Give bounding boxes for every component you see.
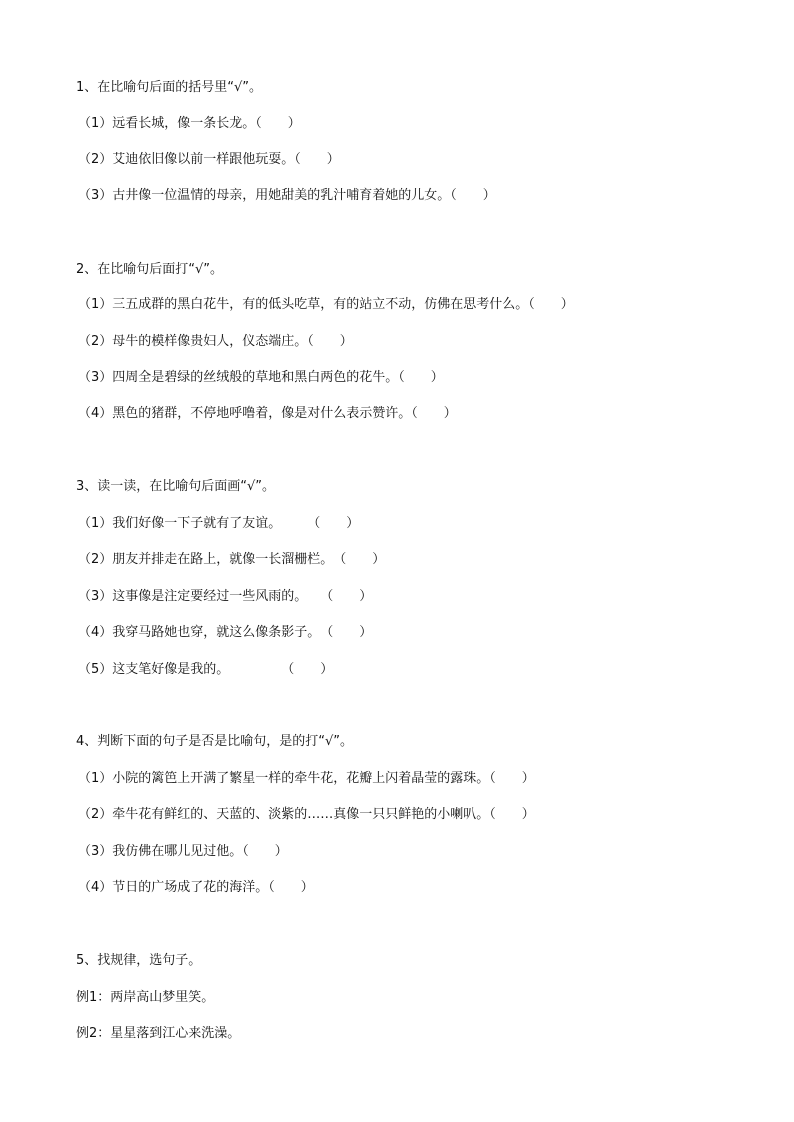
- question-2-item-1: （1）三五成群的黑白花牛，有的低头吃草，有的站立不动，仿佛在思考什么。（ ）: [78, 297, 574, 312]
- question-1-heading: 1、在比喻句后面的括号里“√”。: [76, 80, 263, 95]
- question-4-item-1: （1）小院的篱笆上开满了繁星一样的牵牛花，花瓣上闪着晶莹的露珠。（ ）: [78, 771, 535, 786]
- question-4-heading: 4、判断下面的句子是否是比喻句，是的打“√”。: [76, 734, 354, 749]
- question-3-item-5: （5）这支笔好像是我的。 （ ）: [78, 662, 334, 677]
- question-3-item-4: （4）我穿马路她也穿，就这么像条影子。 （ ）: [78, 625, 373, 640]
- question-2-item-3: （3）四周全是碧绿的丝绒般的草地和黑白两色的花牛。（ ）: [78, 370, 444, 385]
- question-4-item-3: （3）我仿佛在哪儿见过他。（ ）: [78, 844, 288, 859]
- question-1-item-2: （2）艾迪依旧像以前一样跟他玩耍。（ ）: [78, 152, 340, 167]
- question-2-item-4: （4）黑色的猪群，不停地呼噜着，像是对什么表示赞许。（ ）: [78, 406, 457, 421]
- question-5-example-1: 例1：两岸高山梦里笑。: [76, 990, 215, 1005]
- question-4-item-2: （2）牵牛花有鲜红的、天蓝的、淡紫的……真像一只只鲜艳的小喇叭。（ ）: [78, 807, 535, 822]
- question-1-item-1: （1）远看长城，像一条长龙。（ ）: [78, 116, 301, 131]
- question-5-example-2: 例2：星星落到江心来洗澡。: [76, 1026, 241, 1041]
- question-2-item-2: （2）母牛的模样像贵妇人，仪态端庄。（ ）: [78, 334, 353, 349]
- question-5-heading: 5、找规律，选句子。: [76, 953, 202, 968]
- question-3-item-1: （1）我们好像一下子就有了友谊。 （ ）: [78, 516, 360, 531]
- question-3-item-3: （3）这事像是注定要经过一些风雨的。 （ ）: [78, 589, 373, 604]
- question-4-item-4: （4）节日的广场成了花的海洋。（ ）: [78, 880, 314, 895]
- question-2-heading: 2、在比喻句后面打“√”。: [76, 262, 224, 277]
- question-1-item-3: （3）古井像一位温情的母亲，用她甜美的乳汁哺育着她的儿女。（ ）: [78, 188, 496, 203]
- question-3-heading: 3、读一读，在比喻句后面画“√”。: [76, 479, 276, 494]
- question-3-item-2: （2）朋友并排走在路上，就像一长溜栅栏。 （ ）: [78, 552, 386, 567]
